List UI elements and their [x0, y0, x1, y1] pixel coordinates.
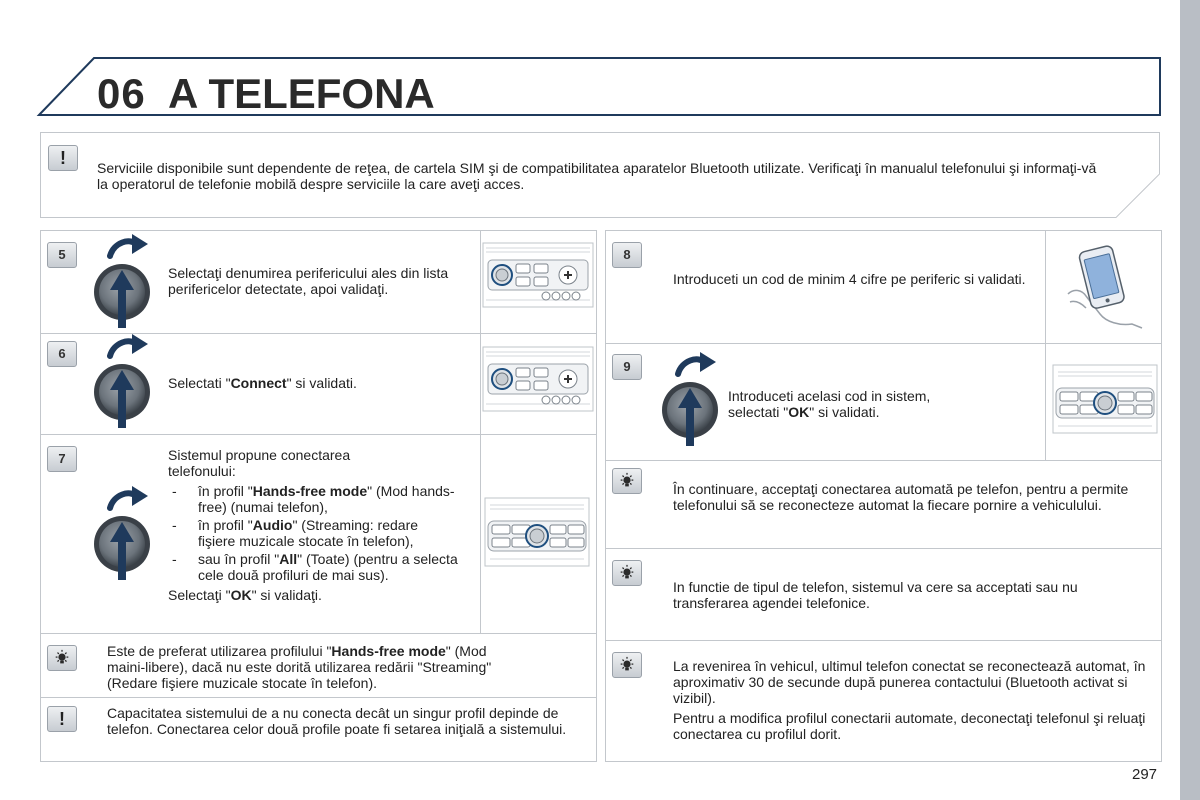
divider [40, 697, 596, 698]
lightbulb-tip-icon [612, 468, 642, 494]
step-8-text: Introduceti un cod de minim 4 cifre pe periferic si validati. [673, 271, 1026, 287]
right-image-divider [1045, 230, 1046, 343]
divider [605, 548, 1161, 549]
warning-text: Capacitatea sistemului de a nu conecta decât un singur profil depinde de telefon. Conectarea celor două profile poate fi setarea iniţială a sistemului. [107, 705, 567, 737]
lightbulb-tip-icon [47, 645, 77, 671]
mobile-phone-in-hand-image [1060, 244, 1150, 332]
divider [40, 434, 596, 435]
step-9-text: Introduceti acelasi cod in sistem, selectati "OK" si validati. [728, 388, 931, 420]
page-edge-strip [1180, 0, 1200, 800]
tip-text: La revenirea în vehicul, ultimul telefon conectat se reconectează automat, în aproximativ 30 de secunde după punerea contactului (Bluetooth activat si vizibil). Pentru a modifica profilul conectarii automate, deconectaţi telefonul şi reluaţi conectarea cu profilul dorit. [673, 658, 1146, 742]
divider [40, 633, 596, 634]
divider [605, 460, 1161, 461]
radio-control-panel-image [1052, 364, 1158, 434]
radio-control-panel-image [484, 497, 590, 567]
rotary-knob-push-icon [92, 234, 162, 334]
step-number-badge: 5 [47, 242, 77, 268]
step-5-text: Selectaţi denumirea perifericului ales din lista perifericelor detectate, apoi validaţi. [168, 265, 449, 297]
tip-text: În continuare, acceptaţi conectarea automată pe telefon, pentru a permite telefonului să se reconecteze automat la fiecare pornire a vehiculului. [673, 481, 1129, 513]
notice-text: Serviciile disponibile sunt dependente de reţea, de cartela SIM şi de compatibilitatea aparatelor Bluetooth utilizate. Verificaţi în manualul telefonului şi informaţi-vă la operatorul de telefonie mobilă despre serviciile la care aveţi acces. [97, 160, 1097, 192]
exclamation-icon: ! [48, 145, 78, 171]
chapter-number: 06 [97, 70, 146, 117]
lightbulb-tip-icon [612, 652, 642, 678]
step-number-badge: 7 [47, 446, 77, 472]
step-7-text: Sistemul propune conectarea telefonului: - în profil "Hands-free mode" (Mod hands-free) (numai telefon), - în profil "Audio" (Streaming: redare fişiere muzicale stocate în telefon), - sau în profil "All" (Toate) (pentru a selecta cele două profiluri de mai sus). Selectaţi "OK" si validaţi. [168, 447, 458, 603]
tip-text: Este de preferat utilizarea profilului "Hands-free mode" (Mod maini-libere), dacă nu este dorită utilizarea redării "Streaming" (Redare fişiere muzicale stocate în telefon). [107, 643, 492, 691]
left-image-divider [480, 230, 481, 633]
step-number-badge: 8 [612, 242, 642, 268]
rotary-knob-push-icon [660, 352, 730, 452]
radio-control-panel-image [482, 242, 594, 308]
tip-text: In functie de tipul de telefon, sistemul va cere sa acceptati sau nu transferarea agendei telefonice. [673, 579, 1078, 611]
exclamation-icon: ! [47, 706, 77, 732]
rotary-knob-push-icon [92, 486, 162, 586]
divider [605, 343, 1161, 344]
divider [605, 640, 1161, 641]
step-number-badge: 9 [612, 354, 642, 380]
radio-control-panel-image [482, 346, 594, 412]
right-image-divider [1045, 343, 1046, 460]
step-6-text: Selectati "Connect" si validati. [168, 375, 357, 391]
page-number: 297 [1132, 766, 1158, 783]
step-number-badge: 6 [47, 341, 77, 367]
chapter-title: A TELEFONA [168, 70, 435, 117]
rotary-knob-push-icon [92, 334, 162, 434]
lightbulb-tip-icon [612, 560, 642, 586]
